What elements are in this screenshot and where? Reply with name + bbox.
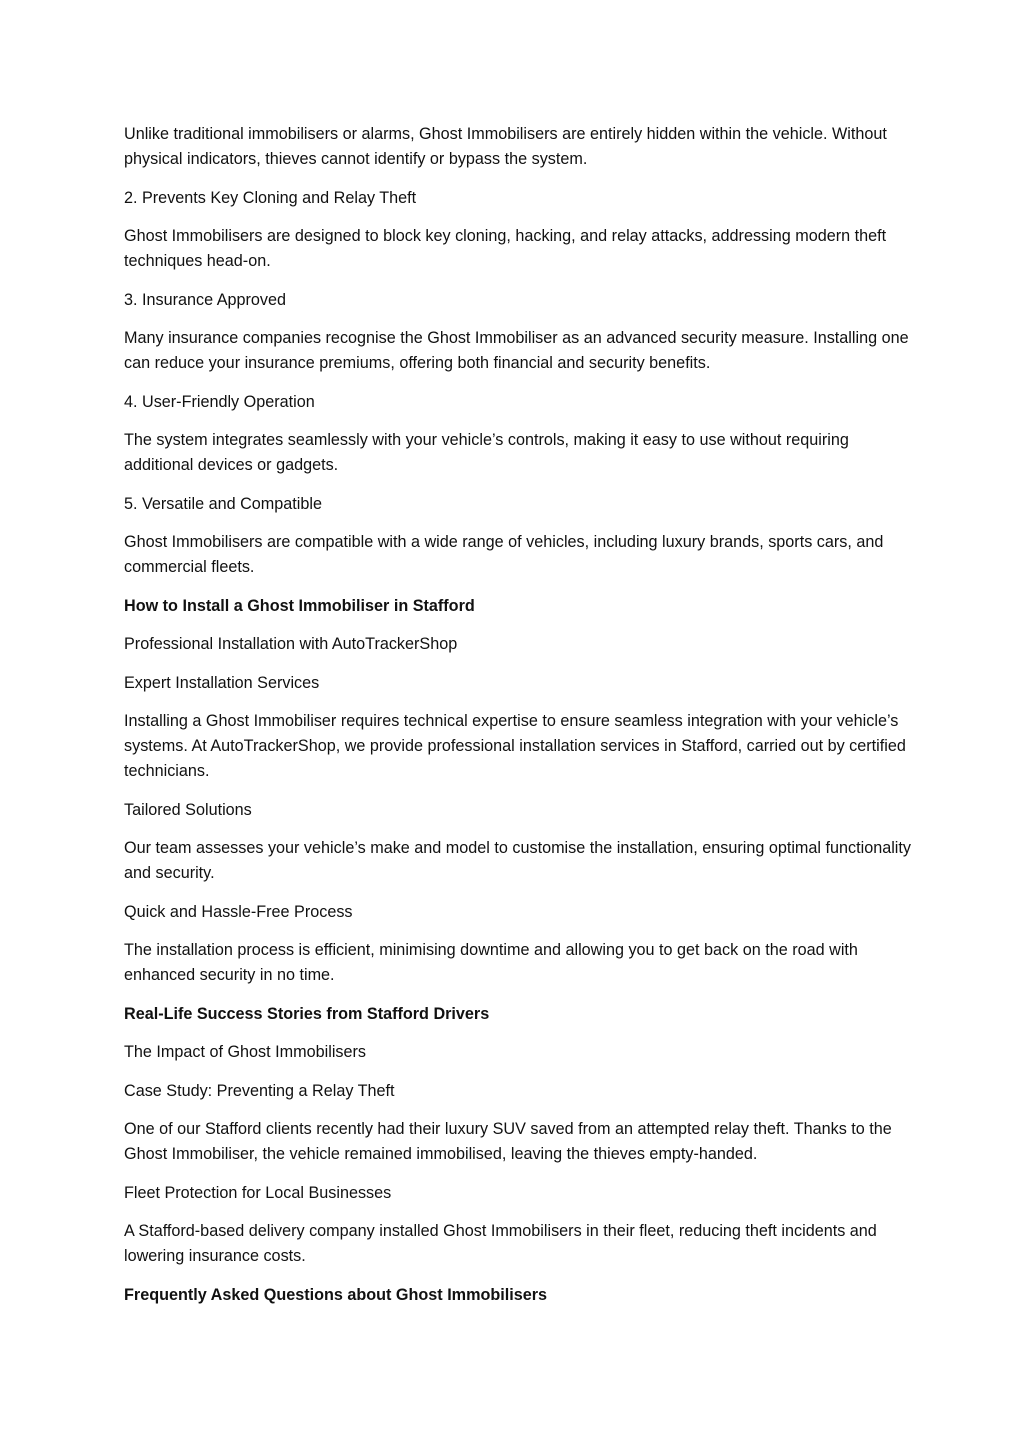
paragraph: 4. User-Friendly Operation: [124, 392, 315, 411]
paragraph: A Stafford-based delivery company installed Ghost Immobilisers in their fleet, reducing theft incidents and lowering insurance costs.: [124, 1222, 877, 1265]
paragraph: 5. Versatile and Compatible: [124, 494, 322, 513]
paragraph: Ghost Immobilisers are compatible with a wide range of vehicles, including luxury brands, sports cars, and commercial fleets.: [124, 533, 884, 576]
paragraph: Our team assesses your vehicle’s make and model to customise the installation, ensuring optimal functionality and security.: [124, 839, 911, 882]
paragraph: Installing a Ghost Immobiliser requires technical expertise to ensure seamless integration with your vehicle’s systems. At AutoTrackerShop, we provide professional installation services in Stafford, carried out by certified technicians.: [124, 712, 906, 780]
paragraph: Unlike traditional immobilisers or alarms, Ghost Immobilisers are entirely hidden within the vehicle. Without physical indicators, thieves cannot identify or bypass the system.: [124, 125, 887, 168]
paragraph: Fleet Protection for Local Businesses: [124, 1183, 392, 1202]
document-page: [124, 122, 914, 1321]
paragraph: Case Study: Preventing a Relay Theft: [124, 1081, 395, 1100]
paragraph: Many insurance companies recognise the Ghost Immobiliser as an advanced security measure. Installing one can reduce your insurance premiums, offering both financial and security benefits.: [124, 329, 909, 372]
paragraph: The system integrates seamlessly with your vehicle’s controls, making it easy to use without requiring additional devices or gadgets.: [124, 431, 849, 474]
section-heading: Frequently Asked Questions about Ghost Immobilisers: [124, 1285, 548, 1304]
paragraph: One of our Stafford clients recently had their luxury SUV saved from an attempted relay theft. Thanks to the Ghost Immobiliser, the vehicle remained immobilised, leaving the thieves empty-handed.: [124, 1120, 892, 1163]
paragraph: Quick and Hassle-Free Process: [124, 902, 353, 921]
paragraph: Professional Installation with AutoTrackerShop: [124, 635, 458, 653]
paragraph: Tailored Solutions: [124, 800, 252, 819]
paragraph: The installation process is efficient, minimising downtime and allowing you to get back on the road with enhanced security in no time.: [124, 941, 858, 984]
section-heading: How to Install a Ghost Immobiliser in Stafford: [124, 596, 475, 615]
paragraph: 3. Insurance Approved: [124, 290, 286, 309]
paragraph: Ghost Immobilisers are designed to block key cloning, hacking, and relay attacks, addressing modern theft techniques head-on.: [124, 227, 887, 270]
paragraph: 2. Prevents Key Cloning and Relay Theft: [124, 188, 417, 207]
paragraph: The Impact of Ghost Immobilisers: [124, 1043, 366, 1061]
paragraph: Expert Installation Services: [124, 673, 320, 692]
section-heading: Real-Life Success Stories from Stafford Drivers: [124, 1004, 490, 1023]
